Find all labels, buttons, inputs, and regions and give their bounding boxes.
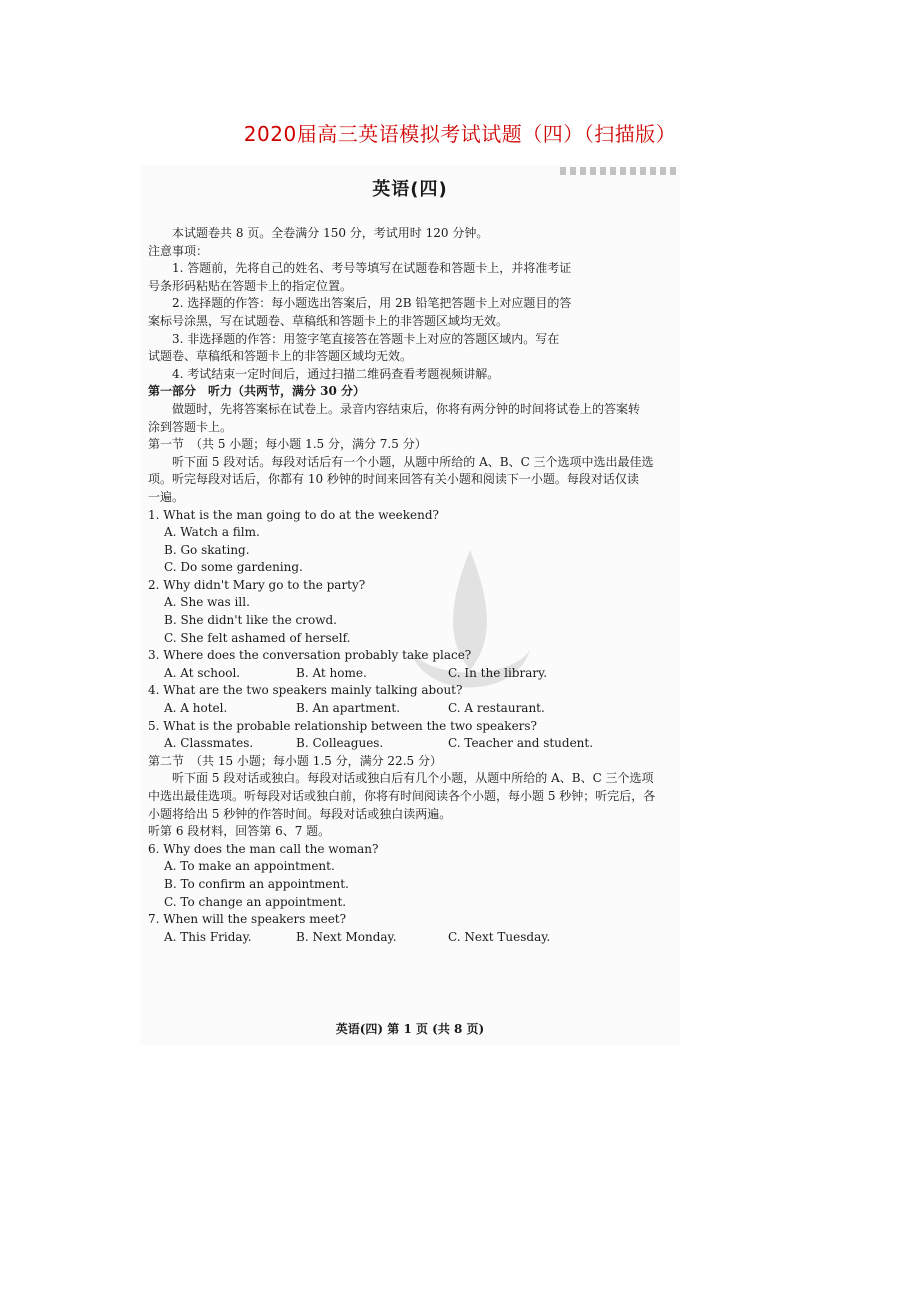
text-line: 4. What are the two speakers mainly talking about? (148, 683, 463, 698)
text-line: 号条形码粘贴在答题卡上的指定位置。 (148, 278, 353, 293)
text-line: 5. What is the probable relationship between the two speakers? (148, 718, 537, 733)
text-line: 中选出最佳选项。听每段对话或独白前，你将有时间阅读各个小题，每小题 5 秒钟；听完后，各 (148, 789, 656, 803)
text-line: 1. 答题前，先将自己的姓名、考号等填写在试题卷和答题卡上，并将准考证 (172, 261, 572, 276)
text-line: 4. 考试结束一定时间后，通过扫描二维码查看考题视频讲解。 (172, 366, 500, 381)
text-line: 听下面 5 段对话或独白。每段对话或独白后有几个小题，从题中所给的 A、B、C 三个选项 (172, 771, 654, 786)
text-line: 第二节 （共 15 小题；每小题 1.5 分，满分 22.5 分） (148, 753, 442, 768)
section-heading: 第一部分 听力（共两节，满分 30 分） (148, 384, 366, 399)
document-title: 2020届高三英语模拟考试试题（四）（扫描版） (243, 122, 677, 146)
text-line: 7. When will the speakers meet? (148, 912, 347, 927)
text-line: B. To confirm an appointment. (164, 876, 349, 891)
option-row (148, 929, 668, 947)
text-line: 听下面 5 段对话。每段对话后有一个小题，从题中所给的 A、B、C 三个选项中选出最佳选 (172, 454, 654, 469)
option-row (148, 700, 668, 718)
option-row (148, 665, 668, 683)
text-line: 试题卷、草稿纸和答题卡上的非答题区域均无效。 (148, 349, 413, 364)
option-row (148, 735, 668, 753)
text-line: B. She didn't like the crowd. (164, 613, 337, 628)
text-line: 听第 6 段材料，回答第 6、7 题。 (148, 824, 331, 839)
option-b: B. An apartment. (296, 701, 401, 716)
text-line: C. She felt ashamed of herself. (164, 630, 351, 645)
text-line: A. She was ill. (164, 595, 250, 610)
option-c: C. A restaurant. (448, 701, 545, 716)
text-line: 3. 非选择题的作答：用签字笔直接答在答题卡上对应的答题区域内。写在 (172, 331, 560, 346)
text-line: 1. What is the man going to do at the weekend? (148, 507, 439, 522)
text-line: 项。听完每段对话后，你都有 10 秒钟的时间来回答有关小题和阅读下一小题。每段对话仅读 (148, 472, 639, 487)
text-line: 案标号涂黑，写在试题卷、草稿纸和答题卡上的非答题区域均无效。 (148, 313, 509, 328)
text-line: C. To change an appointment. (164, 894, 347, 909)
option-a: A. At school. (164, 665, 241, 680)
option-c: C. Teacher and student. (448, 736, 594, 751)
exam-heading: 英语(四) (372, 179, 448, 200)
exam-body (148, 225, 668, 946)
scan-artifact (560, 167, 680, 175)
text-line: 2. Why didn't Mary go to the party? (148, 577, 366, 592)
text-line: 第一节 （共 5 小题；每小题 1.5 分，满分 7.5 分） (148, 437, 427, 452)
text-line: B. Go skating. (164, 542, 250, 557)
text-line: A. To make an appointment. (164, 859, 335, 874)
text-line: 2. 选择题的作答：每小题选出答案后，用 2B 铅笔把答题卡上对应题目的答 (172, 296, 572, 311)
option-c: C. In the library. (448, 665, 548, 680)
option-b: B. Colleagues. (296, 736, 384, 751)
text-line: 3. Where does the conversation probably take place? (148, 648, 472, 663)
page-footer: 英语(四) 第 1 页 (共 8 页) (335, 1022, 485, 1036)
notes-title: 注意事项： (148, 243, 209, 258)
option-b: B. At home. (296, 665, 367, 680)
text-line: 6. Why does the man call the woman? (148, 841, 379, 856)
option-c: C. Next Tuesday. (448, 929, 551, 944)
text-line: 一遍。 (148, 489, 185, 504)
intro-line: 本试题卷共 8 页。全卷满分 150 分，考试用时 120 分钟。 (172, 226, 489, 240)
option-a: A. Classmates. (164, 736, 254, 751)
text-line: A. Watch a film. (164, 525, 260, 540)
option-a: A. This Friday. (164, 929, 252, 944)
option-b: B. Next Monday. (296, 929, 397, 944)
text-line: 小题将给出 5 秒钟的作答时间。每段对话或独白读两遍。 (148, 806, 452, 821)
text-line: C. Do some gardening. (164, 560, 303, 575)
text-line: 涂到答题卡上。 (148, 419, 233, 434)
text-line: 做题时，先将答案标在试卷上。录音内容结束后，你将有两分钟的时间将试卷上的答案转 (172, 401, 641, 416)
option-a: A. A hotel. (164, 701, 228, 716)
scanned-exam-page (140, 165, 680, 1045)
